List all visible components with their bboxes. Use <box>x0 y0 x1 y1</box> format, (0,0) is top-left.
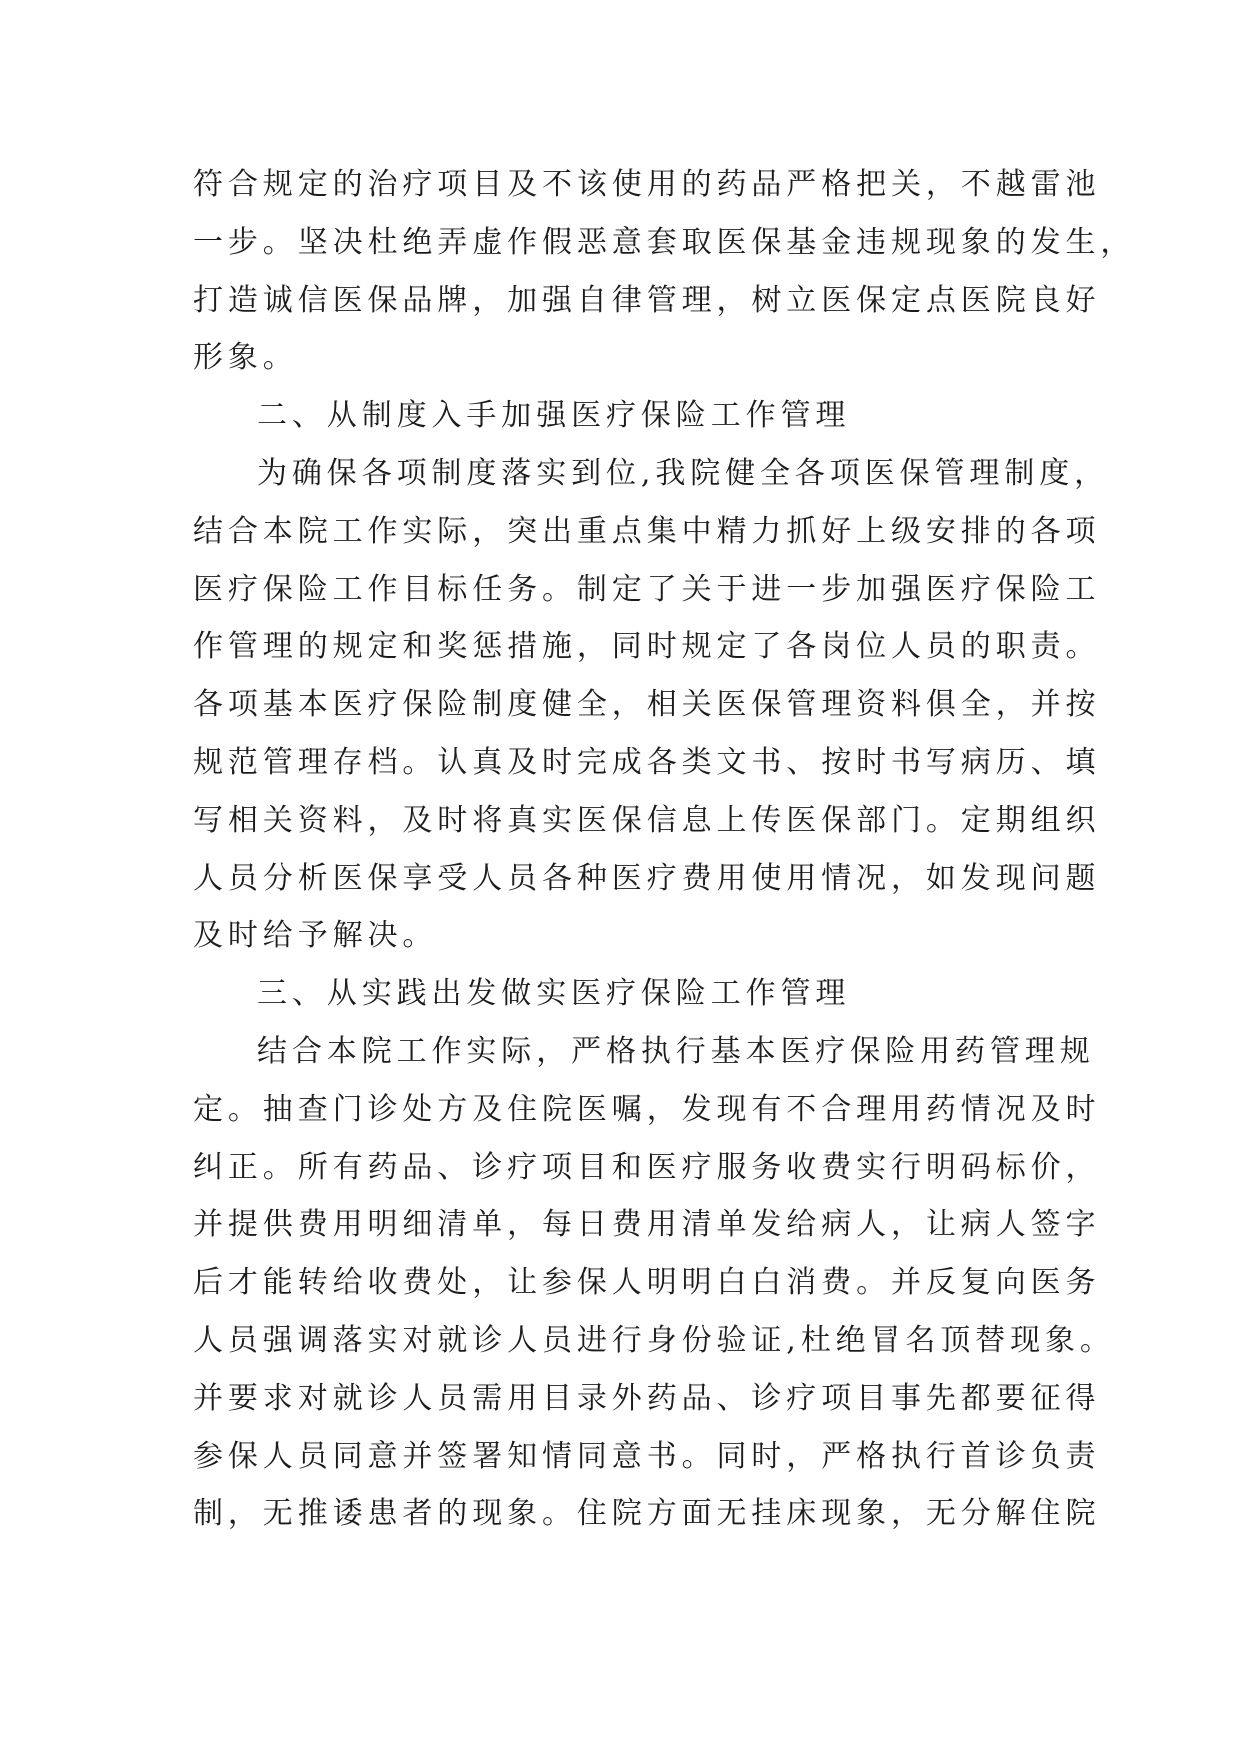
paragraph-line: 结合本院工作实际，严格执行基本医疗保险用药管理规 <box>257 1033 1095 1069</box>
paragraph-line: 及时给予解决。 <box>193 918 438 954</box>
paragraph-line: 符合规定的治疗项目及不该使用的药品严格把关，不越雷池 <box>193 167 1101 202</box>
section-heading: 三、从实践出发做实医疗保险工作管理 <box>257 976 851 1012</box>
paragraph-line: 作管理的规定和奖惩措施，同时规定了各岗位人员的职责。 <box>193 629 1101 665</box>
paragraph-line: 参保人员同意并签署知情同意书。同时，严格执行首诊负责 <box>193 1438 1101 1474</box>
document-body <box>193 156 1136 1543</box>
paragraph-line: 医疗保险工作目标任务。制定了关于进一步加强医疗保险工 <box>193 571 1101 607</box>
section-heading: 二、从制度入手加强医疗保险工作管理 <box>257 398 851 434</box>
paragraph-line: 结合本院工作实际，突出重点集中精力抓好上级安排的各项 <box>193 513 1101 549</box>
paragraph-line: 纠正。所有药品、诊疗项目和医疗服务收费实行明码标价， <box>193 1149 1101 1185</box>
paragraph-line: 形象。 <box>193 340 298 376</box>
paragraph-line: 写相关资料，及时将真实医保信息上传医保部门。定期组织 <box>193 802 1101 838</box>
paragraph-line: 人员分析医保享受人员各种医疗费用使用情况，如发现问题 <box>193 860 1101 896</box>
paragraph-line: 后才能转给收费处，让参保人明明白白消费。并反复向医务 <box>193 1265 1101 1301</box>
paragraph-line: 为确保各项制度落实到位,我院健全各项医保管理制度， <box>257 455 1110 491</box>
paragraph-line: 人员强调落实对就诊人员进行身份验证,杜绝冒名顶替现象。 <box>193 1322 1115 1358</box>
paragraph-line: 一步。坚决杜绝弄虚作假恶意套取医保基金违规现象的发生， <box>193 224 1136 260</box>
paragraph-line: 并提供费用明细清单，每日费用清单发给病人，让病人签字 <box>193 1207 1101 1243</box>
paragraph-line: 各项基本医疗保险制度健全，相关医保管理资料俱全，并按 <box>193 687 1101 723</box>
paragraph-line: 规范管理存档。认真及时完成各类文书、按时书写病历、填 <box>193 744 1101 780</box>
paragraph-line: 定。抽查门诊处方及住院医嘱，发现有不合理用药情况及时 <box>193 1091 1101 1127</box>
paragraph-line: 制，无推诿患者的现象。住院方面无挂床现象，无分解住院 <box>193 1496 1101 1532</box>
paragraph-line: 并要求对就诊人员需用目录外药品、诊疗项目事先都要征得 <box>193 1380 1101 1416</box>
paragraph-line: 打造诚信医保品牌，加强自律管理，树立医保定点医院良好 <box>193 282 1101 318</box>
